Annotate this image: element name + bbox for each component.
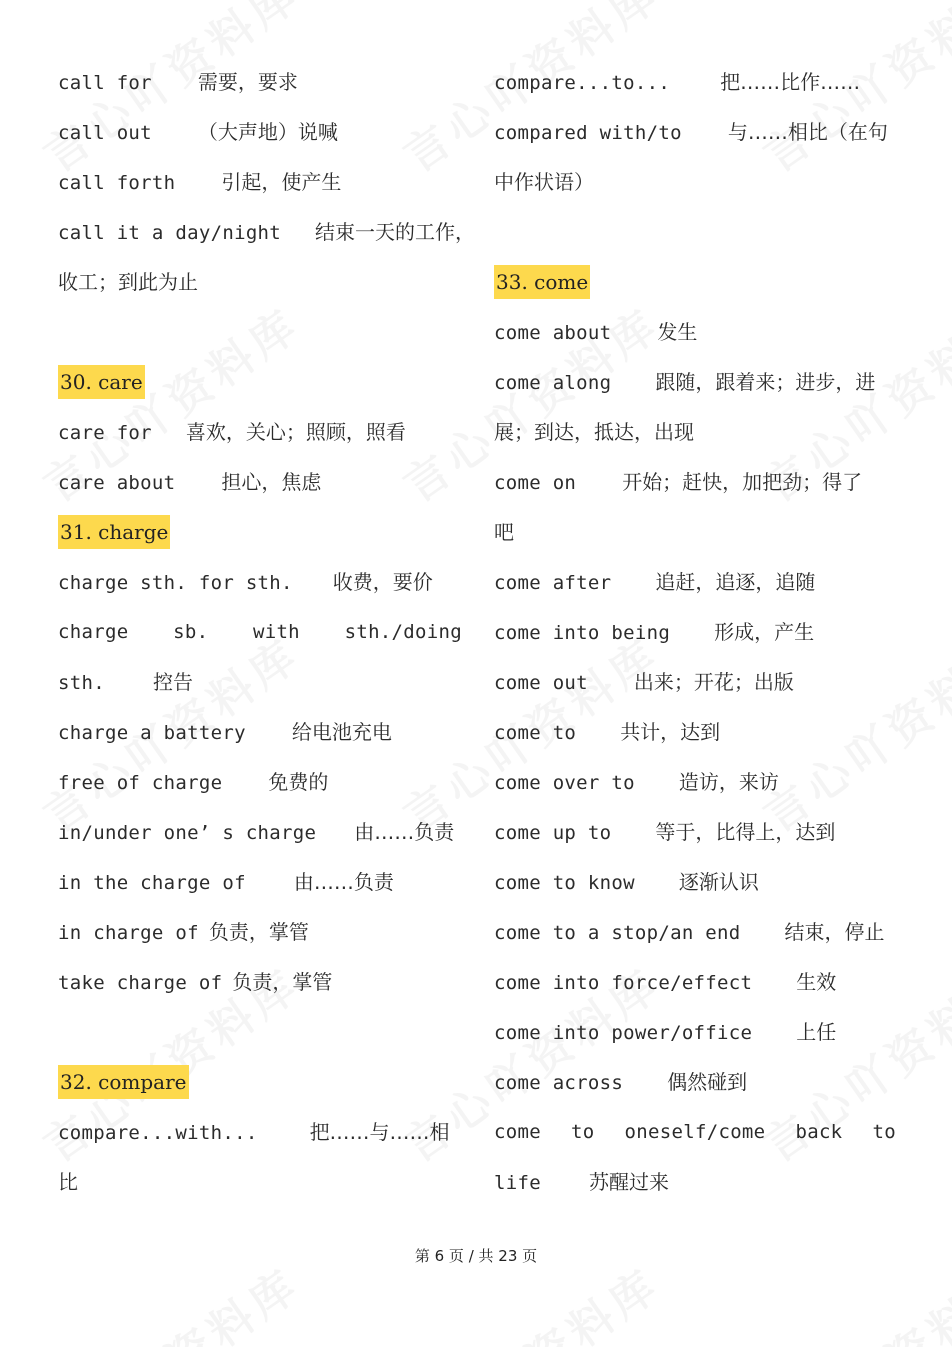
phrase-entry [494,757,896,807]
phrase-entry [58,957,462,1007]
phrase-entry [494,707,896,757]
phrase-english: call for [58,72,152,94]
phrase-entry [58,1107,462,1157]
phrase-english: life [494,1172,541,1194]
phrase-entry [58,207,476,257]
section-heading: 32. compare [58,1065,189,1099]
phrase-entry [58,807,462,857]
phrase-meaning: 形成，产生 [714,620,815,644]
phrase-english: in the charge of [58,872,246,894]
phrase-entry [58,707,462,757]
phrase-meaning: 收工；到此为止 [58,270,198,294]
phrase-entry [58,657,462,707]
phrase-meaning: 担心，焦虑 [221,470,322,494]
phrase-meaning: 喜欢，关心；照顾，照看 [185,420,406,444]
phrase-entry [494,457,896,507]
phrase-english-part: to [872,1121,896,1143]
phrase-meaning: 苏醒过来 [588,1170,669,1194]
phrase-english: charge sth. for sth. [58,572,293,594]
phrase-entry [58,857,462,907]
phrase-meaning: 追赶，追逐，追随 [655,570,816,594]
phrase-meaning: 结束一天的工作， [315,220,476,244]
phrase-entry [494,957,896,1007]
phrase-english: come up to [494,822,612,844]
section-heading-row [58,507,462,557]
section-heading-row [58,357,462,407]
phrase-entry-justified [58,607,462,657]
phrase-english: call forth [58,172,176,194]
phrase-english: come over to [494,772,635,794]
phrase-entry [58,57,462,107]
phrase-meaning: 发生 [657,320,698,344]
phrase-english: in charge of [58,922,199,944]
page-footer: 第 6 页 / 共 23 页 [414,1247,538,1265]
phrase-entry-justified [494,1107,896,1157]
phrase-entry [494,607,896,657]
section-heading-row [58,1057,462,1107]
phrase-english: come out [494,672,588,694]
phrase-english: compared with/to [494,122,682,144]
phrase-meaning: 比 [58,1170,78,1194]
phrase-entry [58,757,462,807]
phrase-meaning: 共计，达到 [620,720,721,744]
meaning-continuation [494,407,896,457]
phrase-meaning: 中作状语） [494,170,594,194]
phrase-meaning: 逐渐认识 [678,870,759,894]
phrase-entry [494,57,896,107]
phrase-english: free of charge [58,772,223,794]
phrase-entry [494,1007,896,1057]
phrase-english-part: sth./doing [344,621,462,643]
phrase-meaning: 吧 [494,520,514,544]
phrase-entry [494,107,896,157]
phrase-meaning: 由……负责 [293,870,394,894]
phrase-meaning: 展；到达，抵达，出现 [494,420,694,444]
phrase-english: care about [58,472,176,494]
phrase-meaning: 出来；开花；出版 [633,670,794,694]
phrase-meaning: 生效 [796,970,837,994]
phrase-meaning: 控告 [152,670,193,694]
phrase-meaning: 免费的 [268,770,329,794]
right-column [494,57,896,1207]
phrase-english: compare...to... [494,72,671,94]
phrase-english: compare...with... [58,1122,258,1144]
phrase-meaning: 收费，要价 [332,570,433,594]
phrase-english-part: to [571,1121,595,1143]
phrase-entry [58,907,462,957]
phrase-english-part: with [252,621,300,643]
phrase-english: charge a battery [58,722,246,744]
phrase-meaning: 需要，要求 [197,70,298,94]
phrase-entry [494,1157,896,1207]
phrase-english: come along [494,372,612,394]
phrase-english: come after [494,572,612,594]
phrase-english: come to [494,722,577,744]
meaning-continuation [58,1157,462,1207]
phrase-entry [494,857,896,907]
phrase-meaning: 上任 [796,1020,837,1044]
section-heading: 30. care [58,365,145,399]
phrase-english-part: sb. [173,621,209,643]
phrase-english: come to a stop/an end [494,922,741,944]
phrase-english: come into force/effect [494,972,753,994]
blank-line [494,207,896,257]
phrase-entry [494,1057,896,1107]
phrase-meaning: 由……负责 [354,820,455,844]
phrase-english-part: back [795,1121,843,1143]
phrase-meaning: 偶然碰到 [667,1070,748,1094]
phrase-english: come about [494,322,612,344]
phrase-english: take charge of [58,972,223,994]
phrase-meaning: 开始；赶快，加把劲；得了 [622,470,863,494]
phrase-meaning: 造访，来访 [678,770,779,794]
phrase-entry [494,907,896,957]
phrase-meaning: （大声地）说喊 [197,120,338,144]
phrase-entry [58,557,462,607]
phrase-english-part: oneself/come [624,1121,766,1143]
phrase-entry [58,407,462,457]
section-heading: 33. come [494,265,590,299]
phrase-english: call out [58,122,152,144]
phrase-entry [494,657,896,707]
blank-line [58,1007,462,1057]
phrase-entry [494,557,896,607]
meaning-continuation [494,507,896,557]
section-heading-row [494,257,896,307]
phrase-english: care for [58,422,152,444]
phrase-english: come into power/office [494,1022,753,1044]
phrase-meaning: 给电池充电 [291,720,392,744]
phrase-english: in/under one’ s charge [58,822,317,844]
meaning-continuation [494,157,896,207]
phrase-english: come across [494,1072,624,1094]
phrase-english-part: come [494,1121,541,1143]
section-heading: 31. charge [58,515,170,549]
phrase-english: call it a day/night [58,222,282,244]
phrase-english: sth. [58,672,105,694]
left-column [58,57,476,1207]
phrase-meaning: 与……相比（在句 [727,120,888,144]
phrase-meaning: 负责，掌管 [232,970,333,994]
blank-line [58,307,462,357]
phrase-english: come into being [494,622,671,644]
phrase-meaning: 负责，掌管 [208,920,309,944]
phrase-entry [494,357,896,407]
phrase-english-part: charge [58,621,129,643]
phrase-meaning: 跟随，跟着来；进步，进 [655,370,876,394]
phrase-meaning: 结束，停止 [784,920,885,944]
phrase-meaning: 等于，比得上，达到 [655,820,836,844]
phrase-meaning: 引起，使产生 [221,170,342,194]
phrase-entry [58,457,462,507]
phrase-entry [494,807,896,857]
phrase-meaning: 把……比作…… [720,70,861,94]
phrase-english: come to know [494,872,635,894]
phrase-entry [58,107,462,157]
phrase-meaning: 把……与……相 [309,1120,450,1144]
phrase-english: come on [494,472,577,494]
phrase-entry [494,307,896,357]
phrase-entry [58,157,462,207]
meaning-continuation [58,257,462,307]
